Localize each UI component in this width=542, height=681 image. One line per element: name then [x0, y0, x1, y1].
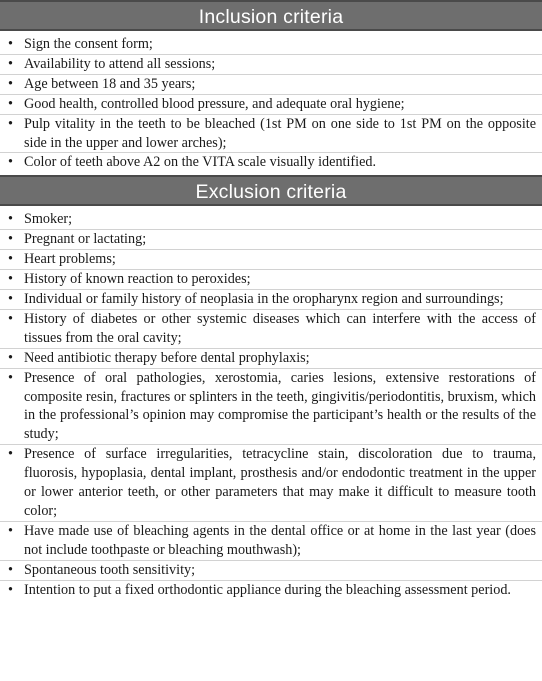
- exclusion-criterion-text: Presence of oral pathologies, xerostomia, caries lesions, extensive restorations of composite resin, fractures or splinters in the teeth, gingivitis/periodontitis, bruxism, which in the professional’s opinion may compromise the participant’s health or the results of the study;: [24, 369, 536, 443]
- inclusion-criterion-text: Good health, controlled blood pressure, and adequate oral hygiene;: [24, 95, 405, 112]
- exclusion-criterion-item: [0, 561, 542, 581]
- bullet-icon: •: [8, 446, 13, 463]
- bullet-icon: •: [8, 75, 13, 92]
- exclusion-criterion-text: Have made use of bleaching agents in the dental office or at home in the last year (does not include toothpaste or bleaching mouthwash);: [24, 522, 536, 558]
- inclusion-criterion-item: [0, 55, 542, 75]
- inclusion-criterion-text: Sign the consent form;: [24, 36, 153, 52]
- bullet-icon: •: [8, 271, 13, 288]
- exclusion-criterion-text: Individual or family history of neoplasia in the oropharynx region and surroundings;: [24, 290, 504, 307]
- exclusion-criterion-text: Spontaneous tooth sensitivity;: [24, 561, 196, 578]
- exclusion-criterion-item: [0, 250, 542, 270]
- bullet-icon: •: [8, 369, 13, 386]
- bullet-icon: •: [8, 95, 13, 112]
- bullet-icon: •: [8, 561, 13, 578]
- inclusion-criterion-text: Availability to attend all sessions;: [24, 55, 216, 72]
- exclusion-criterion-item: [0, 230, 542, 250]
- exclusion-criterion-item: [0, 445, 542, 522]
- exclusion-criterion-item: [0, 270, 542, 290]
- bullet-icon: •: [8, 251, 13, 268]
- inclusion-criterion-text: Color of teeth above A2 on the VITA scale visually identified.: [24, 154, 377, 171]
- bullet-icon: •: [8, 581, 13, 598]
- inclusion-criterion-item: [0, 35, 542, 55]
- bullet-icon: •: [8, 55, 13, 72]
- exclusion-criterion-text: History of known reaction to peroxides;: [24, 271, 251, 288]
- exclusion-criterion-item: [0, 581, 542, 600]
- inclusion-criterion-item: [0, 153, 542, 172]
- exclusion-criteria-list: [0, 206, 542, 602]
- exclusion-criterion-text: Pregnant or lactating;: [24, 231, 147, 248]
- bullet-icon: •: [8, 115, 13, 132]
- bullet-icon: •: [8, 36, 13, 52]
- inclusion-criterion-item: [0, 75, 542, 95]
- exclusion-criterion-text: Presence of surface irregularities, tetracycline stain, discoloration due to trauma, fluorosis, hypoplasia, dental implant, prosthesis and/or endodontic treatment in the upper or lower anterior teeth, or other parameters that may make it difficult to measure tooth color;: [24, 446, 536, 519]
- inclusion-criteria-list: [0, 31, 542, 175]
- bullet-icon: •: [8, 154, 13, 171]
- exclusion-criterion-item: [0, 369, 542, 446]
- bullet-icon: •: [8, 211, 13, 228]
- exclusion-criterion-item: [0, 522, 542, 561]
- bullet-icon: •: [8, 349, 13, 366]
- inclusion-criterion-item: [0, 95, 542, 115]
- exclusion-criterion-text: History of diabetes or other systemic diseases which can interfere with the access of tissues from the oral cavity;: [24, 310, 536, 346]
- exclusion-criterion-text: Smoker;: [24, 211, 73, 228]
- exclusion-criterion-text: Intention to put a fixed orthodontic appliance during the bleaching assessment period.: [24, 581, 511, 598]
- exclusion-criterion-item: [0, 310, 542, 349]
- bullet-icon: •: [8, 290, 13, 307]
- inclusion-criteria-header: Inclusion criteria: [0, 0, 542, 31]
- bullet-icon: •: [8, 522, 13, 539]
- exclusion-criterion-item: [0, 290, 542, 310]
- exclusion-criterion-text: Heart problems;: [24, 251, 116, 268]
- exclusion-criterion-text: Need antibiotic therapy before dental prophylaxis;: [24, 349, 310, 366]
- inclusion-criterion-text: Age between 18 and 35 years;: [24, 75, 196, 92]
- inclusion-criterion-item: [0, 115, 542, 154]
- exclusion-criterion-item: [0, 210, 542, 230]
- exclusion-criterion-item: [0, 349, 542, 369]
- inclusion-criterion-text: Pulp vitality in the teeth to be bleached (1st PM on one side to 1st PM on the opposite side in the upper and lower arches);: [24, 115, 536, 151]
- exclusion-criteria-header: Exclusion criteria: [0, 175, 542, 206]
- bullet-icon: •: [8, 231, 13, 248]
- bullet-icon: •: [8, 310, 13, 327]
